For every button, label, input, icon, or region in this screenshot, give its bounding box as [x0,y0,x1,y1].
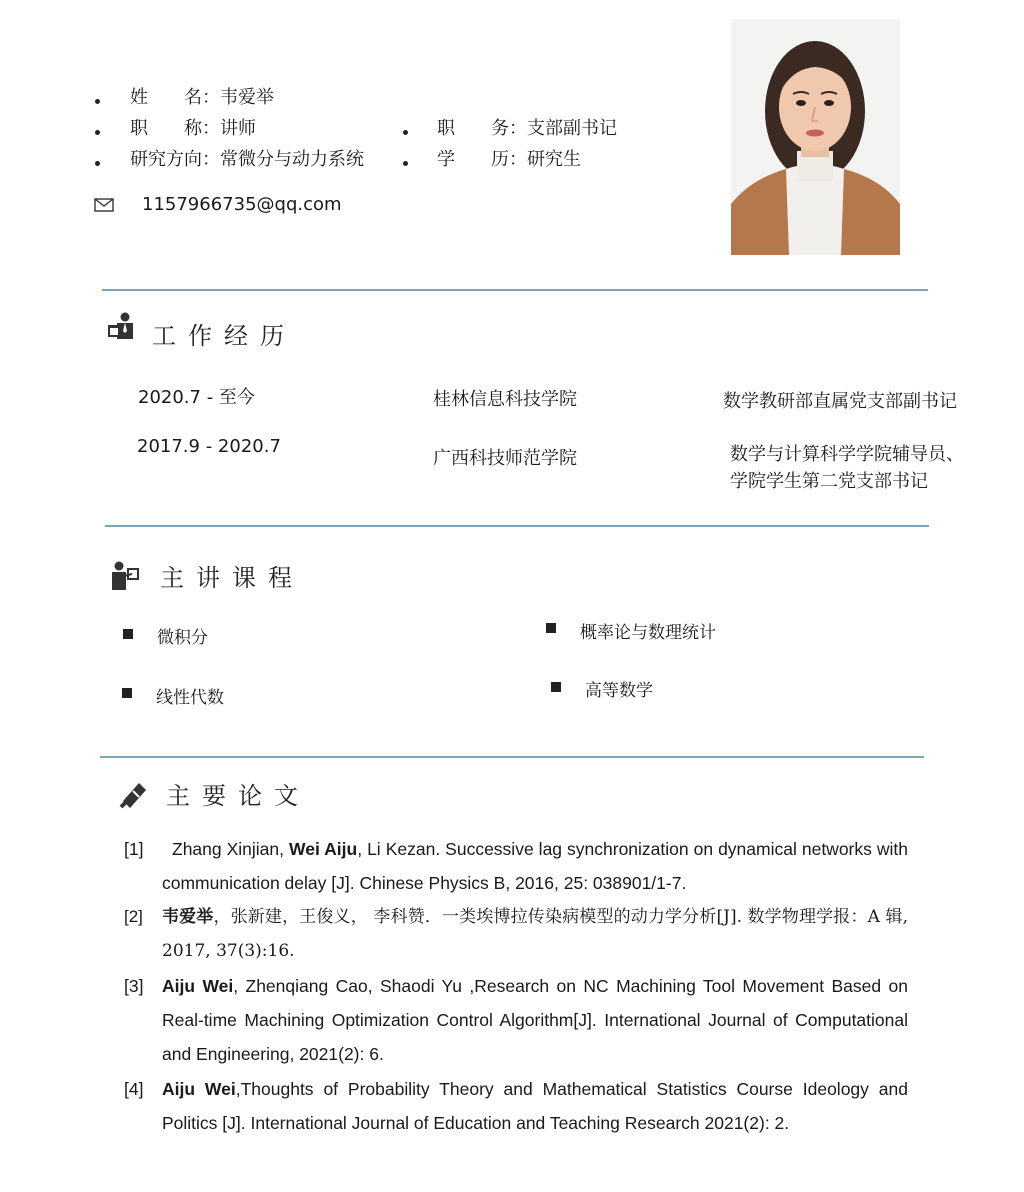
bullet [403,130,408,135]
profile-photo [731,19,900,255]
work-section-title: 工作经历 [152,322,296,350]
research-value: 常微分与动力系统 [220,149,364,170]
research-row [130,149,364,171]
paper-number: [4] [124,1079,144,1099]
paper-author-bold: Aiju Wei [162,1079,236,1099]
education-value: 研究生 [527,149,581,170]
position-value: 支部副书记 [527,118,617,139]
name-row [130,87,274,109]
paper-text-post: , Zhenqiang Cao, Shaodi Yu ,Research on NC Machining Tool Movement Based on Real-time Machining Optimization Control Algorithm[J]. International Journal of Computational and Engineering, 2021(2): 6. [162,976,908,1064]
paper-number: [2] [124,907,143,926]
email-text[interactable]: 1157966735@qq.com [142,194,342,215]
work-role-line2: 学院学生第二党支部书记 [730,471,928,492]
square-bullet [551,682,561,692]
divider [105,525,929,527]
work-org: 广西科技师范学院 [433,448,577,469]
paper-number: [3] [124,976,144,996]
education-label: 学 历： [437,149,527,170]
paper-item [124,832,908,900]
work-period: 2020.7 - 至今 [138,387,255,408]
courses-section-title: 主讲课程 [160,564,304,592]
name-label: 姓 名： [130,87,220,108]
mail-icon [94,198,114,212]
bullet [403,161,408,166]
paper-text-post: , Li Kezan. Successive lag synchronization on dynamical networks with communication delay [J]. Chinese Physics B, 2016, 25: 038901/1-7. [162,839,909,893]
square-bullet [546,623,556,633]
paper-text-pre: Zhang Xinjian, [172,839,290,859]
paper-item [124,969,908,1071]
paper-text-post: ，张新建，王俊义， 李科赞．一类埃博拉传染病模型的动力学分析[J]. 数学物理学报：A 辑, 2017, 37(3):16. [162,907,909,961]
teacher-icon [110,560,140,590]
course-item: 线性代数 [156,688,224,708]
divider [100,756,924,758]
research-label: 研究方向： [130,149,220,170]
course-item: 概率论与数理统计 [580,623,716,643]
paper-icon [119,779,149,809]
worker-icon [107,311,137,341]
divider [102,289,928,291]
position-label: 职 务： [437,118,527,139]
education-row [437,149,581,171]
paper-text-post: ,Thoughts of Probability Theory and Mathematical Statistics Course Ideology and Politics [J]. International Journal of Education and Teaching Research 2021(2): 2. [162,1079,908,1133]
square-bullet [123,629,133,639]
work-period: 2017.9 - 2020.7 [137,436,281,457]
course-item: 高等数学 [585,681,653,701]
paper-item [124,900,908,968]
name-value: 韦爱举 [220,87,274,108]
paper-author-bold: Wei Aiju [289,839,358,859]
work-role: 数学教研部直属党支部副书记 [723,391,957,412]
course-item: 微积分 [157,628,208,648]
paper-author-bold: 韦爱举 [162,907,214,927]
title-label: 职 称： [130,118,220,139]
work-org: 桂林信息科技学院 [433,389,577,410]
square-bullet [122,688,132,698]
paper-item [124,1072,908,1140]
position-row [437,118,617,140]
bullet [95,99,100,104]
bullet [95,130,100,135]
title-row [130,118,256,140]
title-value: 讲师 [220,118,256,139]
papers-section-title: 主要论文 [166,782,310,810]
paper-number: [1] [124,839,144,859]
bullet [95,161,100,166]
work-role: 数学与计算科学学院辅导员、 [730,444,964,465]
paper-author-bold: Aiju Wei [162,976,234,996]
